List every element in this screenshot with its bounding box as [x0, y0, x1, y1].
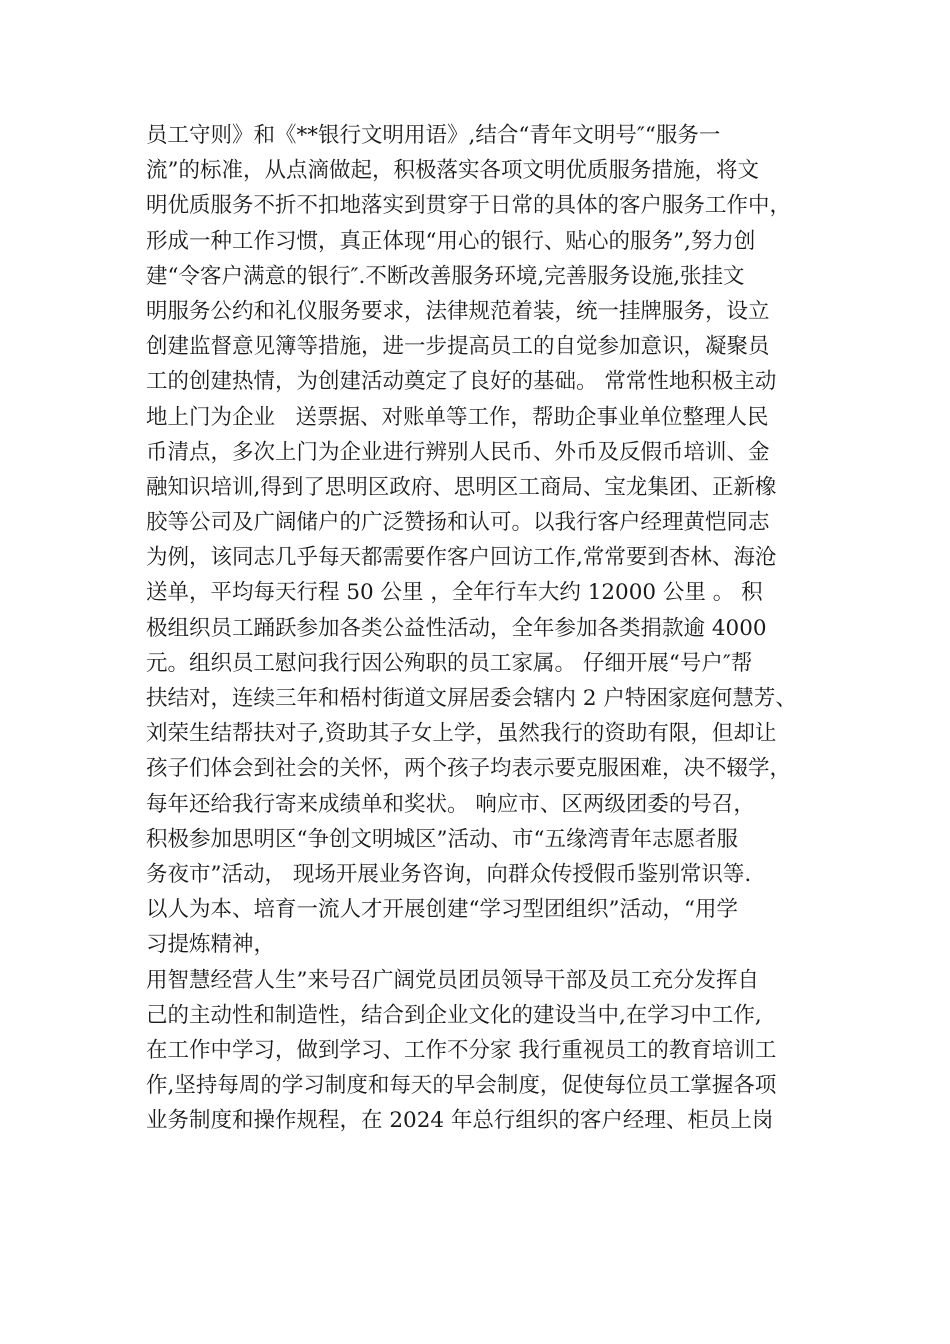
- text-line: 在工作中学习，做到学习、工作不分家 我行重视员工的教育培训工: [146, 1037, 777, 1063]
- text-line: 扶结对，连续三年和梧村街道文屏居委会辖内 2 户特困家庭何慧芳、: [146, 686, 797, 711]
- text-line: 形成一种工作习惯，真正体现“用心的银行、贴心的服务”,努力创: [146, 228, 756, 254]
- text-line: 明服务公约和礼仪服务要求，法律规范着装，统一挂牌服务，设立: [146, 298, 770, 324]
- text-line: 以人为本、培育一流人才开展创建“学习型团组织”活动，“用学: [146, 897, 738, 923]
- body-text: [146, 118, 816, 1138]
- text-line: 用智慧经营人生”来号召广阔党员团员领导干部及员工充分发挥自: [146, 967, 759, 993]
- text-line: 胶等公司及广阔储户的广泛赞扬和认可。以我行客户经理黄恺同志: [146, 510, 770, 536]
- text-line: 务夜市”活动， 现场开展业务咨询，向群众传授假币鉴别常识等.: [146, 861, 752, 887]
- text-line: 融知识培训,得到了思明区政府、思明区工商局、宝龙集团、正新橡: [146, 474, 777, 500]
- text-line: 极组织员工踊跃参加各类公益性活动，全年参加各类捐款逾 4000: [146, 615, 767, 641]
- text-line: 员工守则》和《**银行文明用语》,结合“青年文明号″“服务一: [146, 123, 721, 148]
- text-line: 业务制度和操作规程，在 2024 年总行组织的客户经理、柜员上岗: [146, 1108, 774, 1134]
- text-line: 习提炼精神，: [146, 932, 276, 958]
- text-line: 刘荣生结帮扶对子,资助其子女上学，虽然我行的资助有限，但却让: [146, 721, 777, 747]
- text-line: 作,坚持每周的学习制度和每天的早会制度，促使每位员工掌握各项: [146, 1073, 777, 1099]
- text-line: 送单，平均每天行程 50 公里 ，全年行车大约 12000 公里 。 积: [146, 580, 763, 606]
- text-line: 明优质服务不折不扣地落实到贯穿于日常的具体的客户服务工作中，: [146, 193, 792, 219]
- text-line: 工的创建热情，为创建活动奠定了良好的基础。 常常性地积极主动: [146, 369, 777, 395]
- text-line: 孩子们体会到社会的关怀，两个孩子均表示要克服困难，决不辍学，: [146, 756, 792, 782]
- text-line: 为例，该同志几乎每天都需要作客户回访工作,常常要到杏林、海沧: [146, 545, 777, 571]
- text-line: 每年还给我行寄来成绩单和奖状。 响应市、区两级团委的号召，: [146, 791, 755, 817]
- text-line: 地上门为企业 送票据、对账单等工作，帮助企事业单位整理人民: [146, 404, 769, 430]
- text-line: 己的主动性和制造性，结合到企业文化的建设当中,在学习中工作,: [146, 1002, 762, 1028]
- text-line: 元。组织员工慰问我行因公殉职的员工家属。 仔细开展“号户″帮: [146, 650, 753, 676]
- text-line: 流”的标准，从点滴做起，积极落实各项文明优质服务措施，将文: [146, 158, 759, 184]
- text-line: 币清点，多次上门为企业进行辨别人民币、外币及反假币培训、金: [146, 439, 770, 465]
- text-line: 积极参加思明区“争创文明城区”活动、市“五缘湾青年志愿者服: [146, 826, 738, 852]
- text-line: 创建监督意见簿等措施，进一步提高员工的自觉参加意识，凝聚员: [146, 334, 770, 360]
- text-line: 建“令客户满意的银行″.不断改善服务环境,完善服务设施,张挂文: [146, 263, 745, 289]
